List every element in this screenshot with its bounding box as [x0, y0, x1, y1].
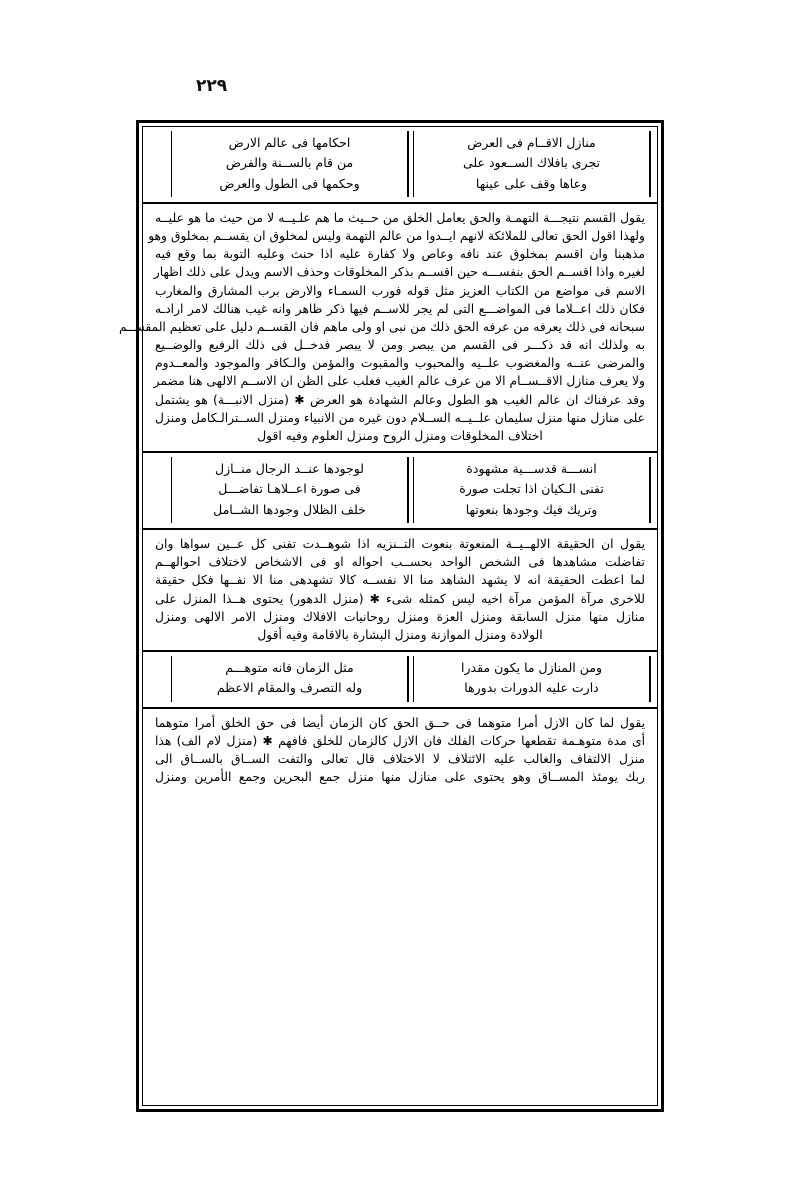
verse-line: تجرى بافلاك الســعود على — [463, 155, 600, 171]
verse-table-bottom-left-column — [171, 656, 409, 702]
prose-line: لغيره واذا اقســم الحق بنفســـه حين اقســم بذكر المخلوقات وحذف الاسم ويدل على ذلك اظهار — [153, 265, 645, 280]
prose-block-three — [143, 707, 657, 793]
verse-line: مثل الزمان فانه متوهـــم — [225, 660, 354, 676]
verse-table-bottom — [143, 650, 657, 707]
prose-line: تفاضلت مشاهدها فى الشخص الواحد بحســب احواله او فى الاشخاص لاختلاف احوالهــم — [155, 555, 645, 570]
prose-line: به ولذلك انه قد ذكـــر فى القسم من يبصر ومن لا يبصر فدخــل فى ذلك الرفيع والوضــيع — [155, 338, 645, 353]
prose-line: ربك يومئذ المســاق وهو يحتوى على منازل منها منزل جمع البحرين وجمع الأمرين ومنزل — [155, 770, 645, 785]
manuscript-frame-inner — [119, 126, 658, 1106]
prose-line: ولهذا اقول الحق تعالى للملائكة لانهم ايــدوا من عالم التهمة وليس لمخلوق ان يقســم بمخلوق وهو — [148, 228, 645, 243]
verse-table-middle-right-column — [413, 457, 651, 523]
verse-line: منازل الاقــام فى العرض — [467, 135, 596, 150]
prose-line: على منازل منها منزل سليمان علــيــه الســلام دون غيره من الانبياء ومنزل الســترالـكامل ومنزل — [155, 410, 645, 425]
prose-line: الولادة ومنزل الموازنة ومنزل البشارة بالاقامة وفيه أقول — [257, 627, 543, 642]
manuscript-frame-outer — [119, 120, 664, 1112]
verse-line: فى صورة اعــلاهـا تفاضـــل — [218, 481, 361, 497]
prose-line: اختلاف المخلوقات ومنزل الروح ومنزل العلوم وفيه اقول — [257, 429, 543, 443]
prose-line: منزل الالتفاف والغالب عليه الائتلاف لا الاختلاف قال تعالى والتفت الســاق بالســاق الى — [155, 751, 645, 766]
verse-line: لوجودها عنــد الرجال منــازل — [215, 461, 364, 477]
verse-line: وحكمها فى الطول والعرض — [219, 175, 360, 191]
folio-page-number: ٢٢٩ — [196, 76, 228, 96]
verse-line: وعاها وقف على عينها — [475, 175, 588, 191]
verse-line: وله التصرف والمقام الاعظم — [216, 680, 363, 696]
verse-table-bottom-right-column — [413, 656, 651, 702]
verse-table-top — [143, 127, 657, 202]
verse-line: تفنى الـكيان اذا تجلت صورة — [459, 481, 604, 497]
verse-table-top-gutter — [149, 131, 171, 197]
prose-block-two — [143, 528, 657, 650]
prose-line: فكان ذلك اعــلاما فى المواضـــع التى لم يجر للاســم فيها ذكر ظاهر وانه غيب هنالك لامر ارادـه — [155, 301, 645, 316]
prose-line: يقول القسم نتيجـــة التهمـة والحق يعامل الخلق من حــيث ما هم علـيــه لا من حيث ما هو عليــه — [155, 210, 645, 225]
prose-line: مذهبنا وان اقسم بمخلوق عند نافه وعاص ولا كفارة عليه اذا حنث وعليه التوبة بما وقع فيه — [155, 247, 645, 262]
prose-line: يقول ان الحقيقة الالهــيــة المنعوتة بنعوت التــنزيه اذا شوهــدت تفنى كل عــين سواها وان — [155, 536, 645, 551]
prose-line-with-chapter-marker: وقد عرفناك ان عالم الغيب هو الطول وعالم الشهادة هو العرض ✱ (منزل الانبـــة) هو يشتمل — [155, 392, 645, 407]
verse-table-middle-left-column — [171, 457, 409, 523]
prose-line: والمرضى عنــه والمغضوب علــيه والمحبوب والمقبوت والمؤمن والـكافر والموجود والمعــدوم — [155, 356, 645, 371]
verse-table-top-left-column — [171, 131, 409, 197]
prose-line-with-chapter-marker: أى مدة متوهـمة تقطعها حركات الفلك فان الازل كالزمان للخلق فافهم ✱ (منزل لام الف) هذا — [155, 733, 645, 748]
prose-line-with-chapter-marker: للاخرى مرآة المؤمن مرآة اخيه ليس كمثله شىء ✱ (منزل الدهور) يحتوى هــذا المنزل على — [155, 591, 645, 606]
verse-line: خلف الظلال وجودها الشــامل — [213, 501, 366, 517]
prose-line: الاسم فى مواضع من الكتاب العزيز مثل قوله فورب السمـاء والارض برب المشارق والمغارب — [155, 283, 645, 298]
prose-line: سبحانه فى ذلك يعرفه من عرفه الحق ذلك من نبى او ولى ماهم فان القســم دليل على تعظيم المقســم — [119, 319, 645, 334]
verse-table-top-right-column — [413, 131, 651, 197]
verse-line: انســـة قدســـية مشهودة — [466, 461, 597, 477]
verse-table-middle — [143, 451, 657, 528]
prose-line: ولا يعرف منازل الاقــســام الا من عرف عالم الغيب فغلب على الظن ان الاســم الالهى هنا مضمر — [153, 374, 645, 389]
prose-line: يقول لما كان الازل أمرا متوهما فى حــق الحق كان الزمان أيضا فى حق الخلق أمرا متوهما — [155, 715, 645, 730]
verse-line: دارت عليه الدورات بدورها — [464, 680, 599, 696]
verse-line: وتريك فيك وجودها بنعوتها — [465, 501, 598, 517]
prose-block-one — [119, 202, 657, 451]
verse-line: ومن المنازل ما يكون مقدرا — [461, 660, 602, 676]
verse-table-bottom-gutter — [149, 656, 171, 702]
verse-table-middle-gutter — [149, 457, 171, 523]
verse-line: احكامها فى عالم الارض — [228, 135, 351, 150]
verse-line: من قام بالســنة والفرض — [225, 155, 354, 171]
prose-line: منازل منها منزل السابقة ومنزل العزة ومنزل روحانيات الافلاك ومنزل الامر الالهى ومنزل — [155, 609, 645, 624]
prose-line: لما اعطت الحقيقة انه لا يشهد الشاهد منا الا نفســه كالا تشهدهى منا الا نفــها فكل حقيقة — [155, 573, 645, 588]
